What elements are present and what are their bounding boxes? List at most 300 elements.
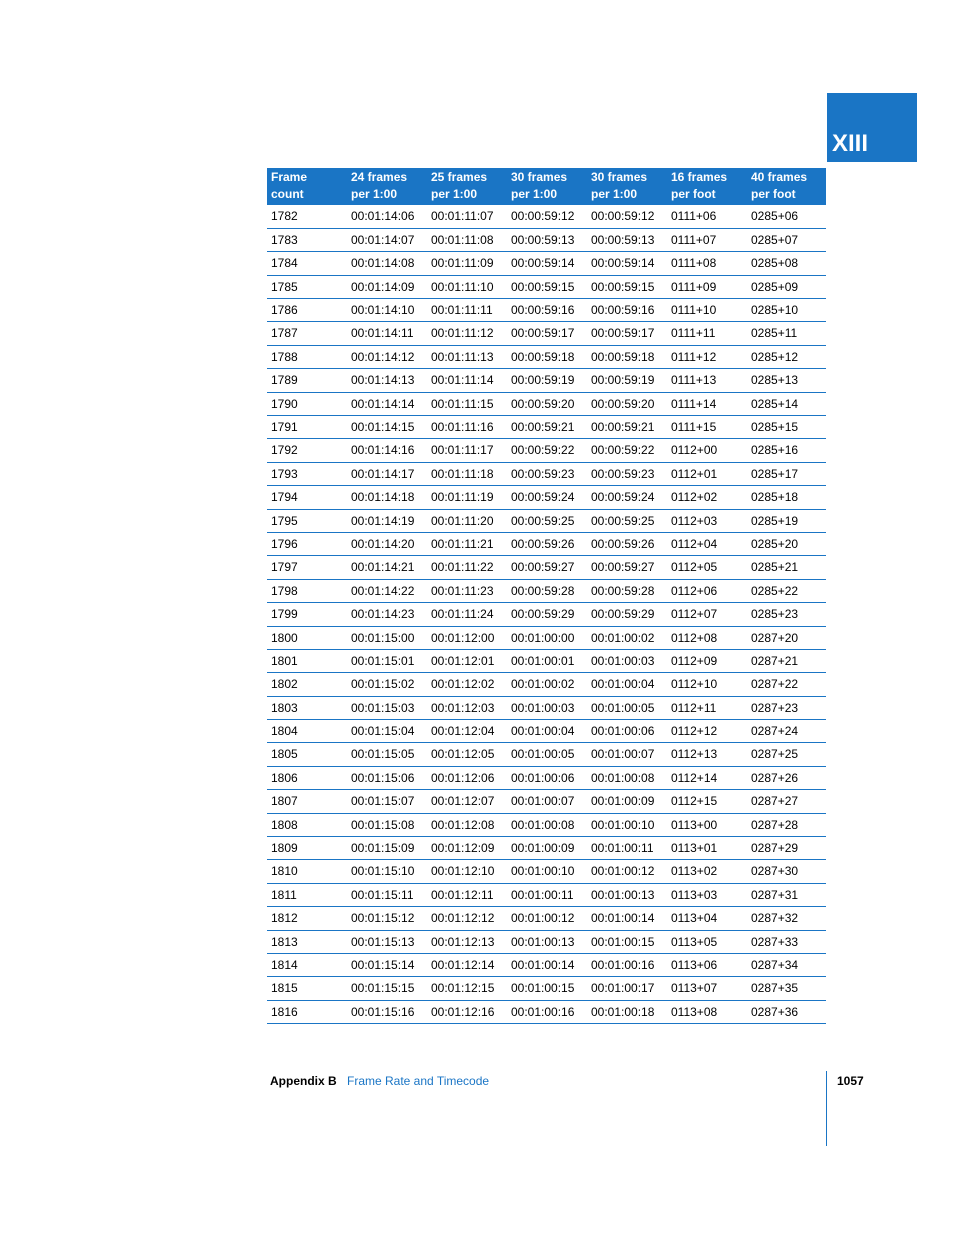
table-row bbox=[267, 977, 826, 1000]
table-cell: 1791 bbox=[267, 416, 347, 439]
table-cell: 00:00:59:27 bbox=[507, 556, 587, 579]
table-cell: 00:01:00:07 bbox=[587, 743, 667, 766]
table-cell: 00:01:00:09 bbox=[507, 837, 587, 860]
table-row bbox=[267, 766, 826, 789]
table-cell: 00:01:00:10 bbox=[507, 860, 587, 883]
table-cell: 0285+12 bbox=[747, 345, 826, 368]
table-row bbox=[267, 416, 826, 439]
table-cell: 00:01:11:21 bbox=[427, 532, 507, 555]
table-cell: 00:00:59:26 bbox=[587, 532, 667, 555]
table-cell: 00:01:11:17 bbox=[427, 439, 507, 462]
table-cell: 00:00:59:15 bbox=[507, 275, 587, 298]
table-cell: 0112+04 bbox=[667, 532, 747, 555]
table-cell: 00:01:12:16 bbox=[427, 1000, 507, 1023]
table-cell: 00:01:12:12 bbox=[427, 907, 507, 930]
table-cell: 00:00:59:18 bbox=[507, 345, 587, 368]
table-cell: 0111+06 bbox=[667, 205, 747, 228]
table-cell: 1799 bbox=[267, 603, 347, 626]
table-cell: 00:01:15:01 bbox=[347, 649, 427, 672]
table-cell: 0285+08 bbox=[747, 252, 826, 275]
table-cell: 00:01:14:08 bbox=[347, 252, 427, 275]
table-cell: 0285+06 bbox=[747, 205, 826, 228]
page-number: 1057 bbox=[837, 1074, 864, 1088]
column-header bbox=[667, 168, 747, 205]
table-cell: 0285+22 bbox=[747, 579, 826, 602]
table-cell: 00:01:11:19 bbox=[427, 486, 507, 509]
table-cell: 0111+15 bbox=[667, 416, 747, 439]
table-cell: 00:00:59:23 bbox=[587, 462, 667, 485]
table-cell: 00:01:15:06 bbox=[347, 766, 427, 789]
table-cell: 0285+19 bbox=[747, 509, 826, 532]
table-cell: 00:01:12:00 bbox=[427, 626, 507, 649]
table-cell: 1789 bbox=[267, 369, 347, 392]
table-cell: 1813 bbox=[267, 930, 347, 953]
footer-divider bbox=[826, 1071, 827, 1146]
table-row bbox=[267, 673, 826, 696]
table-cell: 00:01:11:24 bbox=[427, 603, 507, 626]
table-cell: 00:00:59:21 bbox=[507, 416, 587, 439]
column-header-line: 40 frames bbox=[751, 170, 808, 184]
table-cell: 00:01:14:09 bbox=[347, 275, 427, 298]
table-cell: 00:00:59:29 bbox=[587, 603, 667, 626]
table-cell: 0287+31 bbox=[747, 883, 826, 906]
table-cell: 1815 bbox=[267, 977, 347, 1000]
table-cell: 1806 bbox=[267, 766, 347, 789]
table-cell: 0285+23 bbox=[747, 603, 826, 626]
table-cell: 0113+00 bbox=[667, 813, 747, 836]
table-cell: 0112+10 bbox=[667, 673, 747, 696]
table-row bbox=[267, 696, 826, 719]
table-cell: 0111+07 bbox=[667, 228, 747, 251]
table-cell: 0287+36 bbox=[747, 1000, 826, 1023]
column-header bbox=[267, 168, 347, 205]
column-header bbox=[747, 168, 826, 205]
table-cell: 00:01:00:16 bbox=[507, 1000, 587, 1023]
table-cell: 0113+04 bbox=[667, 907, 747, 930]
table-cell: 0111+11 bbox=[667, 322, 747, 345]
table-cell: 00:01:14:19 bbox=[347, 509, 427, 532]
table-cell: 0113+02 bbox=[667, 860, 747, 883]
table-cell: 0111+10 bbox=[667, 299, 747, 322]
table-cell: 00:01:12:04 bbox=[427, 720, 507, 743]
table-cell: 00:01:14:16 bbox=[347, 439, 427, 462]
table-cell: 1801 bbox=[267, 649, 347, 672]
table-row bbox=[267, 954, 826, 977]
table-cell: 00:00:59:25 bbox=[507, 509, 587, 532]
table-cell: 0287+22 bbox=[747, 673, 826, 696]
table-cell: 0112+06 bbox=[667, 579, 747, 602]
table-cell: 0112+00 bbox=[667, 439, 747, 462]
table-row bbox=[267, 345, 826, 368]
table-cell: 00:01:14:07 bbox=[347, 228, 427, 251]
table-row bbox=[267, 275, 826, 298]
table-cell: 00:01:00:17 bbox=[587, 977, 667, 1000]
table-cell: 1807 bbox=[267, 790, 347, 813]
table-cell: 00:01:15:12 bbox=[347, 907, 427, 930]
table-cell: 0113+01 bbox=[667, 837, 747, 860]
table-cell: 0287+29 bbox=[747, 837, 826, 860]
table-cell: 00:01:12:10 bbox=[427, 860, 507, 883]
table-cell: 0285+20 bbox=[747, 532, 826, 555]
table-cell: 00:00:59:16 bbox=[587, 299, 667, 322]
section-title: Frame Rate and Timecode bbox=[347, 1074, 490, 1088]
appendix-label: Appendix B bbox=[270, 1074, 337, 1088]
table-cell: 00:01:14:11 bbox=[347, 322, 427, 345]
table-cell: 00:00:59:27 bbox=[587, 556, 667, 579]
table-cell: 1804 bbox=[267, 720, 347, 743]
table-cell: 00:01:00:02 bbox=[507, 673, 587, 696]
table-cell: 0285+11 bbox=[747, 322, 826, 345]
table-cell: 0113+07 bbox=[667, 977, 747, 1000]
table-cell: 00:01:15:14 bbox=[347, 954, 427, 977]
table-cell: 00:01:14:20 bbox=[347, 532, 427, 555]
table-cell: 00:01:00:02 bbox=[587, 626, 667, 649]
table-cell: 0285+10 bbox=[747, 299, 826, 322]
table-cell: 0285+16 bbox=[747, 439, 826, 462]
table-cell: 00:00:59:13 bbox=[587, 228, 667, 251]
table-cell: 00:00:59:25 bbox=[587, 509, 667, 532]
table-cell: 00:01:00:16 bbox=[587, 954, 667, 977]
table-cell: 00:01:12:09 bbox=[427, 837, 507, 860]
table-cell: 0112+03 bbox=[667, 509, 747, 532]
table-cell: 00:01:11:18 bbox=[427, 462, 507, 485]
table-cell: 00:00:59:22 bbox=[587, 439, 667, 462]
table-cell: 0113+05 bbox=[667, 930, 747, 953]
table-cell: 00:00:59:26 bbox=[507, 532, 587, 555]
table-cell: 00:01:15:10 bbox=[347, 860, 427, 883]
table-cell: 00:01:12:05 bbox=[427, 743, 507, 766]
column-header bbox=[587, 168, 667, 205]
table-cell: 00:01:00:01 bbox=[507, 649, 587, 672]
table-cell: 0287+30 bbox=[747, 860, 826, 883]
table-cell: 00:01:14:06 bbox=[347, 205, 427, 228]
table-cell: 00:00:59:14 bbox=[587, 252, 667, 275]
table-cell: 0285+07 bbox=[747, 228, 826, 251]
table-cell: 0287+28 bbox=[747, 813, 826, 836]
table-cell: 1782 bbox=[267, 205, 347, 228]
table-cell: 1802 bbox=[267, 673, 347, 696]
table-cell: 00:01:00:18 bbox=[587, 1000, 667, 1023]
column-header bbox=[347, 168, 427, 205]
table-cell: 1798 bbox=[267, 579, 347, 602]
table-cell: 1792 bbox=[267, 439, 347, 462]
table-cell: 1793 bbox=[267, 462, 347, 485]
column-header-line: 16 frames bbox=[671, 170, 728, 184]
table-cell: 00:01:00:08 bbox=[507, 813, 587, 836]
table-cell: 00:00:59:17 bbox=[507, 322, 587, 345]
table-cell: 0287+25 bbox=[747, 743, 826, 766]
table-row bbox=[267, 509, 826, 532]
column-header-line: 30 frames bbox=[511, 170, 568, 184]
table-cell: 00:00:59:19 bbox=[507, 369, 587, 392]
table-cell: 00:00:59:22 bbox=[507, 439, 587, 462]
table-row bbox=[267, 790, 826, 813]
table-row bbox=[267, 252, 826, 275]
table-cell: 00:01:00:12 bbox=[507, 907, 587, 930]
table-cell: 00:01:00:15 bbox=[507, 977, 587, 1000]
table-cell: 00:01:14:21 bbox=[347, 556, 427, 579]
table-cell: 00:01:11:23 bbox=[427, 579, 507, 602]
table-cell: 0112+11 bbox=[667, 696, 747, 719]
table-cell: 0111+13 bbox=[667, 369, 747, 392]
column-header-line: per 1:00 bbox=[431, 187, 478, 201]
table-row bbox=[267, 743, 826, 766]
table-cell: 0285+13 bbox=[747, 369, 826, 392]
table-cell: 00:01:00:04 bbox=[507, 720, 587, 743]
table-cell: 00:01:12:02 bbox=[427, 673, 507, 696]
table-cell: 00:01:00:13 bbox=[507, 930, 587, 953]
table-cell: 00:01:00:11 bbox=[587, 837, 667, 860]
column-header-line: per foot bbox=[751, 187, 796, 201]
table-cell: 00:01:15:09 bbox=[347, 837, 427, 860]
table-row bbox=[267, 439, 826, 462]
column-header bbox=[507, 168, 587, 205]
table-cell: 00:01:12:14 bbox=[427, 954, 507, 977]
column-header-line: 24 frames bbox=[351, 170, 408, 184]
table-cell: 00:00:59:12 bbox=[587, 205, 667, 228]
table-cell: 0285+15 bbox=[747, 416, 826, 439]
table-row bbox=[267, 486, 826, 509]
table-cell: 0111+14 bbox=[667, 392, 747, 415]
table-cell: 00:01:00:06 bbox=[507, 766, 587, 789]
table-cell: 0112+12 bbox=[667, 720, 747, 743]
table-row bbox=[267, 579, 826, 602]
table-cell: 00:01:14:10 bbox=[347, 299, 427, 322]
chapter-tab-label: XIII bbox=[832, 130, 869, 157]
table-cell: 0285+18 bbox=[747, 486, 826, 509]
table-cell: 00:01:12:03 bbox=[427, 696, 507, 719]
table-cell: 00:00:59:20 bbox=[507, 392, 587, 415]
column-header-line: 30 frames bbox=[591, 170, 648, 184]
table-cell: 00:01:00:12 bbox=[587, 860, 667, 883]
frame-rate-table bbox=[267, 168, 826, 1024]
column-header bbox=[427, 168, 507, 205]
table-cell: 0112+14 bbox=[667, 766, 747, 789]
table-cell: 00:01:00:03 bbox=[587, 649, 667, 672]
table-row bbox=[267, 930, 826, 953]
table-cell: 00:01:11:09 bbox=[427, 252, 507, 275]
column-header-line: 25 frames bbox=[431, 170, 488, 184]
column-header-line: per 1:00 bbox=[511, 187, 558, 201]
table-cell: 0285+09 bbox=[747, 275, 826, 298]
table-row bbox=[267, 907, 826, 930]
table-cell: 0113+03 bbox=[667, 883, 747, 906]
table-cell: 00:01:11:08 bbox=[427, 228, 507, 251]
table-cell: 00:00:59:28 bbox=[507, 579, 587, 602]
table-cell: 1800 bbox=[267, 626, 347, 649]
table-cell: 00:01:12:11 bbox=[427, 883, 507, 906]
table-cell: 00:01:12:13 bbox=[427, 930, 507, 953]
table-cell: 00:01:15:00 bbox=[347, 626, 427, 649]
table-cell: 00:00:59:16 bbox=[507, 299, 587, 322]
table-cell: 00:01:00:07 bbox=[507, 790, 587, 813]
table-cell: 00:01:14:15 bbox=[347, 416, 427, 439]
table-cell: 0111+08 bbox=[667, 252, 747, 275]
table-cell: 00:01:15:03 bbox=[347, 696, 427, 719]
table-cell: 0285+17 bbox=[747, 462, 826, 485]
table-cell: 00:01:11:14 bbox=[427, 369, 507, 392]
table-cell: 0112+08 bbox=[667, 626, 747, 649]
table-cell: 00:01:15:11 bbox=[347, 883, 427, 906]
table-cell: 00:01:14:14 bbox=[347, 392, 427, 415]
table-cell: 1808 bbox=[267, 813, 347, 836]
table-row bbox=[267, 462, 826, 485]
table-cell: 00:01:12:15 bbox=[427, 977, 507, 1000]
table-row bbox=[267, 813, 826, 836]
table-cell: 0287+27 bbox=[747, 790, 826, 813]
table-cell: 00:01:00:10 bbox=[587, 813, 667, 836]
table-row bbox=[267, 720, 826, 743]
table-cell: 1795 bbox=[267, 509, 347, 532]
table-row bbox=[267, 837, 826, 860]
table-cell: 0112+07 bbox=[667, 603, 747, 626]
table-cell: 1783 bbox=[267, 228, 347, 251]
table-cell: 00:00:59:20 bbox=[587, 392, 667, 415]
table-cell: 1794 bbox=[267, 486, 347, 509]
table-row bbox=[267, 1000, 826, 1023]
table-cell: 0113+08 bbox=[667, 1000, 747, 1023]
table-cell: 00:01:15:15 bbox=[347, 977, 427, 1000]
table-cell: 1786 bbox=[267, 299, 347, 322]
table-cell: 1810 bbox=[267, 860, 347, 883]
table-cell: 0287+33 bbox=[747, 930, 826, 953]
column-header-line: per foot bbox=[671, 187, 716, 201]
table-cell: 00:01:11:13 bbox=[427, 345, 507, 368]
table-cell: 0112+05 bbox=[667, 556, 747, 579]
table-row bbox=[267, 299, 826, 322]
table-cell: 00:01:14:18 bbox=[347, 486, 427, 509]
table-cell: 00:00:59:23 bbox=[507, 462, 587, 485]
table-cell: 1803 bbox=[267, 696, 347, 719]
table-cell: 00:01:11:16 bbox=[427, 416, 507, 439]
table-cell: 0112+02 bbox=[667, 486, 747, 509]
table-cell: 00:00:59:17 bbox=[587, 322, 667, 345]
table-row bbox=[267, 883, 826, 906]
table-row bbox=[267, 556, 826, 579]
table-cell: 0287+35 bbox=[747, 977, 826, 1000]
table-cell: 00:01:00:00 bbox=[507, 626, 587, 649]
table-cell: 1785 bbox=[267, 275, 347, 298]
table-cell: 00:01:00:06 bbox=[587, 720, 667, 743]
table-cell: 0112+13 bbox=[667, 743, 747, 766]
table-row bbox=[267, 228, 826, 251]
table-cell: 00:00:59:24 bbox=[507, 486, 587, 509]
table-cell: 0112+09 bbox=[667, 649, 747, 672]
table-cell: 00:01:15:05 bbox=[347, 743, 427, 766]
table-cell: 00:01:14:17 bbox=[347, 462, 427, 485]
table-row bbox=[267, 205, 826, 228]
table-cell: 1796 bbox=[267, 532, 347, 555]
table-cell: 00:01:11:11 bbox=[427, 299, 507, 322]
table-cell: 00:01:11:15 bbox=[427, 392, 507, 415]
table-cell: 00:01:11:20 bbox=[427, 509, 507, 532]
table-cell: 00:01:00:11 bbox=[507, 883, 587, 906]
chapter-tab bbox=[827, 93, 917, 162]
table-cell: 0285+21 bbox=[747, 556, 826, 579]
table-cell: 0113+06 bbox=[667, 954, 747, 977]
table-cell: 0111+09 bbox=[667, 275, 747, 298]
table-body bbox=[267, 205, 826, 1024]
table-cell: 0287+20 bbox=[747, 626, 826, 649]
table-row bbox=[267, 322, 826, 345]
table-cell: 0287+34 bbox=[747, 954, 826, 977]
table-cell: 0285+14 bbox=[747, 392, 826, 415]
table-cell: 1790 bbox=[267, 392, 347, 415]
table-header-row bbox=[267, 168, 826, 205]
table-cell: 00:00:59:14 bbox=[507, 252, 587, 275]
table-cell: 1788 bbox=[267, 345, 347, 368]
table-cell: 00:01:15:04 bbox=[347, 720, 427, 743]
table-cell: 0287+32 bbox=[747, 907, 826, 930]
table-cell: 00:01:12:08 bbox=[427, 813, 507, 836]
table-cell: 00:01:00:13 bbox=[587, 883, 667, 906]
table-cell: 00:01:00:04 bbox=[587, 673, 667, 696]
table-row bbox=[267, 626, 826, 649]
table-cell: 00:00:59:12 bbox=[507, 205, 587, 228]
column-header-line: Frame bbox=[271, 170, 308, 184]
table-cell: 00:01:00:08 bbox=[587, 766, 667, 789]
table-cell: 00:00:59:19 bbox=[587, 369, 667, 392]
table-row bbox=[267, 860, 826, 883]
table-cell: 1787 bbox=[267, 322, 347, 345]
table-cell: 1809 bbox=[267, 837, 347, 860]
table-cell: 00:00:59:15 bbox=[587, 275, 667, 298]
table-cell: 1805 bbox=[267, 743, 347, 766]
table-cell: 00:01:00:15 bbox=[587, 930, 667, 953]
table-cell: 00:00:59:24 bbox=[587, 486, 667, 509]
table-cell: 00:01:11:12 bbox=[427, 322, 507, 345]
table-row bbox=[267, 369, 826, 392]
table-row bbox=[267, 603, 826, 626]
table-cell: 00:00:59:18 bbox=[587, 345, 667, 368]
table-cell: 00:01:00:03 bbox=[507, 696, 587, 719]
table-cell: 00:01:15:13 bbox=[347, 930, 427, 953]
table-cell: 0287+26 bbox=[747, 766, 826, 789]
table-cell: 00:01:00:05 bbox=[507, 743, 587, 766]
table-cell: 0287+21 bbox=[747, 649, 826, 672]
table-cell: 0112+01 bbox=[667, 462, 747, 485]
table-cell: 00:01:12:06 bbox=[427, 766, 507, 789]
table-cell: 1797 bbox=[267, 556, 347, 579]
table-cell: 00:00:59:28 bbox=[587, 579, 667, 602]
table-cell: 00:01:14:13 bbox=[347, 369, 427, 392]
table-cell: 00:01:14:12 bbox=[347, 345, 427, 368]
table-cell: 1816 bbox=[267, 1000, 347, 1023]
table-cell: 00:01:00:09 bbox=[587, 790, 667, 813]
table-cell: 1811 bbox=[267, 883, 347, 906]
table-cell: 0112+15 bbox=[667, 790, 747, 813]
table-row bbox=[267, 532, 826, 555]
table-cell: 00:01:11:10 bbox=[427, 275, 507, 298]
table-row bbox=[267, 392, 826, 415]
table-cell: 00:01:11:22 bbox=[427, 556, 507, 579]
table-cell: 0111+12 bbox=[667, 345, 747, 368]
table-header bbox=[267, 168, 826, 205]
table-cell: 1784 bbox=[267, 252, 347, 275]
table-row bbox=[267, 649, 826, 672]
table-cell: 00:01:14:23 bbox=[347, 603, 427, 626]
table-cell: 00:01:15:07 bbox=[347, 790, 427, 813]
column-header-line: per 1:00 bbox=[351, 187, 398, 201]
table-cell: 00:01:15:16 bbox=[347, 1000, 427, 1023]
column-header-line: per 1:00 bbox=[591, 187, 638, 201]
table-cell: 00:01:15:08 bbox=[347, 813, 427, 836]
column-header-line: count bbox=[271, 187, 304, 201]
table-cell: 00:01:00:05 bbox=[587, 696, 667, 719]
table-cell: 00:01:12:01 bbox=[427, 649, 507, 672]
table-cell: 00:01:11:07 bbox=[427, 205, 507, 228]
table-cell: 00:01:15:02 bbox=[347, 673, 427, 696]
